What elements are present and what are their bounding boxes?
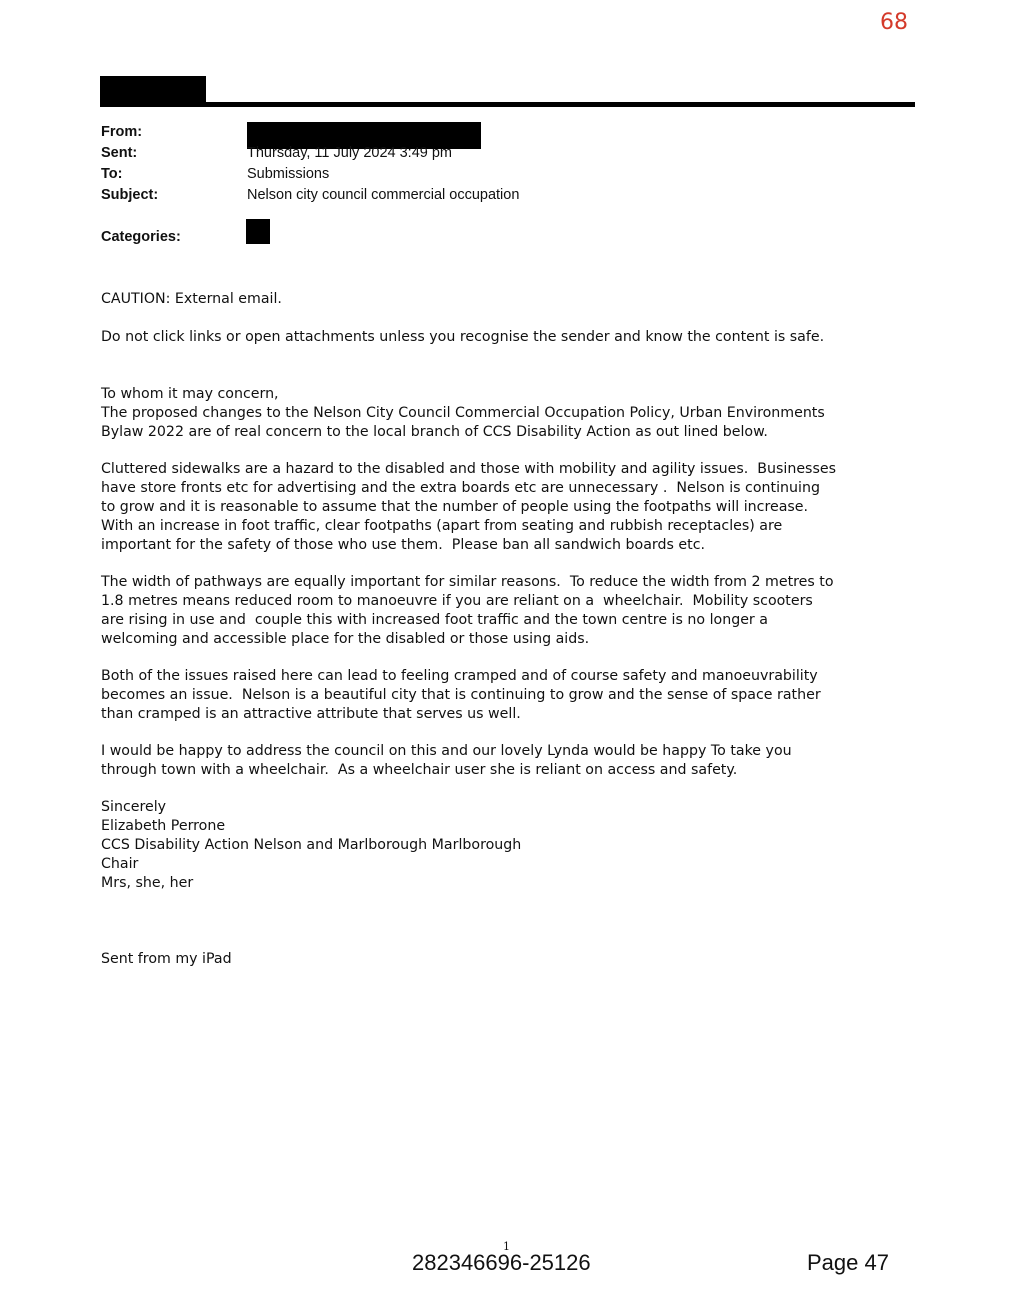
- caution-notice: CAUTION: External email.: [101, 291, 282, 307]
- header-rule: [100, 102, 915, 107]
- footer-page-index: 1: [503, 1240, 510, 1253]
- to-value: Submissions: [247, 166, 330, 182]
- subject-value: Nelson city council commercial occupation: [247, 187, 520, 203]
- to-label: To:: [101, 166, 123, 182]
- footer-page-label: Page 47: [807, 1250, 889, 1275]
- categories-label: Categories:: [101, 229, 181, 245]
- greeting: To whom it may concern,: [101, 386, 279, 402]
- email-body: [101, 290, 931, 969]
- paragraph-1: The proposed changes to the Nelson City Council Commercial Occupation Policy, Urban Environments Bylaw 2022 are of real concern to the local branch of CCS Disability Action as out lined below.: [101, 405, 825, 440]
- paragraph-5: I would be happy to address the council on this and our lovely Lynda would be happy To take you through town with a wheelchair. As a wheelchair user she is reliant on access and safety.: [101, 743, 792, 778]
- signature: Sincerely Elizabeth Perrone CCS Disability Action Nelson and Marlborough Marlborough Chair Mrs, she, her: [101, 799, 522, 891]
- subject-label: Subject:: [101, 187, 159, 203]
- redacted-category: [246, 219, 270, 244]
- sent-label: Sent:: [101, 145, 138, 161]
- paragraph-2: Cluttered sidewalks are a hazard to the disabled and those with mobility and agility issues. Businesses have store fronts etc for advertising and the extra boards etc are unnecessary . Nelson is continuing to grow and it is reasonable to assume that the number of people using the footpaths will increase. With an increase in foot traffic, clear footpaths (apart from seating and rubbish receptacles) are important for the safety of those who use them. Please ban all sandwich boards etc.: [101, 461, 836, 553]
- sent-value: Thursday, 11 July 2024 3:49 pm: [247, 145, 452, 161]
- footer-document-id: 282346696-25126: [412, 1250, 591, 1275]
- paragraph-3: The width of pathways are equally important for similar reasons. To reduce the width from 2 metres to 1.8 metres means reduced room to manoeuvre if you are reliant on a wheelchair. Mobility scooters are rising in use and couple this with increased foot traffic and the town centre is no longer a welcoming and accessible place for the disabled or those using aids.: [101, 574, 834, 647]
- safety-warning: Do not click links or open attachments unless you recognise the sender and know the content is safe.: [101, 329, 825, 345]
- document-number: 68: [880, 10, 908, 35]
- paragraph-4: Both of the issues raised here can lead to feeling cramped and of course safety and manoeuvrability becomes an issue. Nelson is a beautiful city that is continuing to grow and the sense of space rather than cramped is an attractive attribute that serves us well.: [101, 668, 821, 722]
- from-label: From:: [101, 124, 143, 140]
- sent-from-line: Sent from my iPad: [101, 951, 232, 967]
